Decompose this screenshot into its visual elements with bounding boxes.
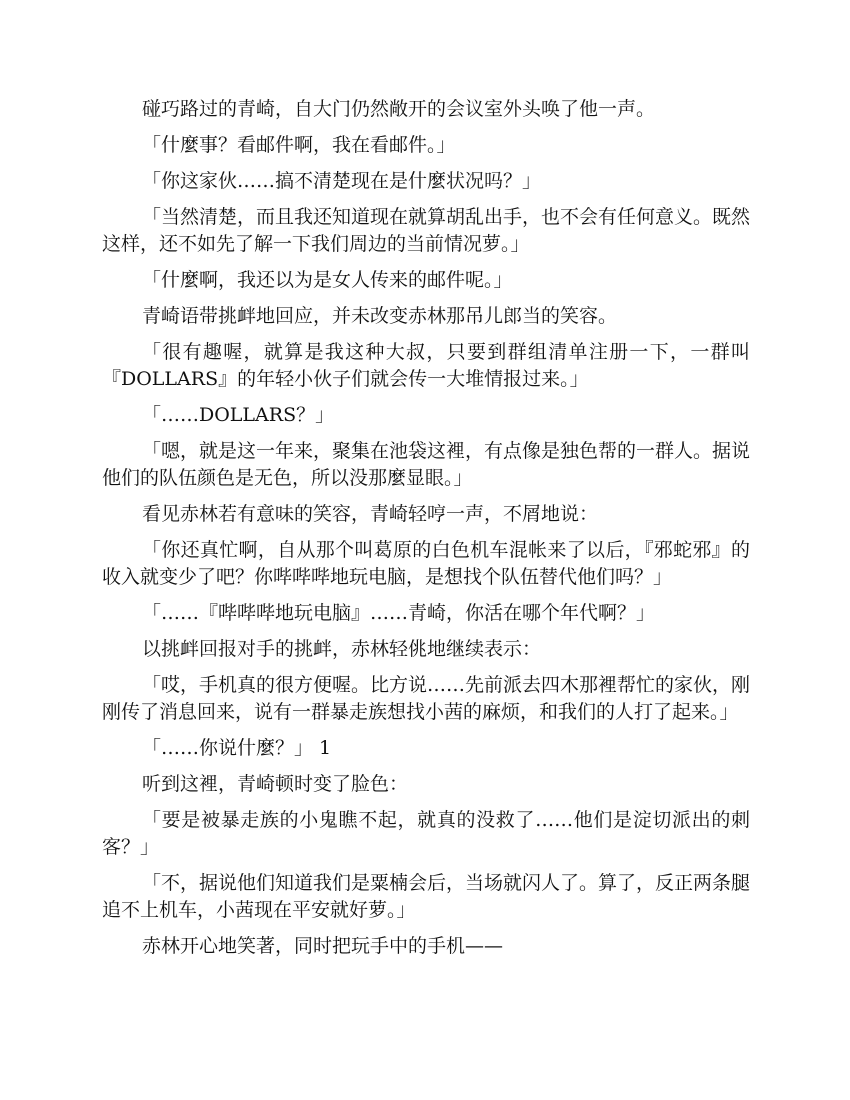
- paragraph: 赤林开心地笑著，同时把玩手中的手机——: [142, 935, 504, 957]
- paragraph: 「……你说什麼？」 1: [142, 737, 332, 759]
- paragraph: 「要是被暴走族的小鬼瞧不起，就真的没救了……他们是淀切派出的刺客？」: [102, 809, 750, 858]
- paragraph: 「什麼啊，我还以为是女人传来的邮件呢。」: [142, 269, 513, 291]
- paragraph: 「……『哔哔哔地玩电脑』……青崎，你活在哪个年代啊？」: [142, 602, 656, 624]
- paragraph: 「很有趣喔，就算是我这种大叔，只要到群组清单注册一下，一群叫『DOLLARS』的年轻小伙子们就会传一大堆情报过来。」: [102, 341, 750, 390]
- paragraph: 听到这裡，青崎顿时变了脸色：: [142, 773, 409, 795]
- paragraph: 碰巧路过的青崎，自大门仍然敞开的会议室外头唤了他一声。: [142, 98, 656, 120]
- document-page: [102, 96, 750, 969]
- paragraph: 以挑衅回报对手的挑衅，赤林轻佻地继续表示：: [142, 638, 542, 660]
- paragraph: 「什麼事？看邮件啊，我在看邮件。」: [142, 134, 456, 156]
- paragraph: 「哎，手机真的很方便喔。比方说……先前派去四木那裡帮忙的家伙，刚刚传了消息回来，说有一群暴走族想找小茜的麻烦，和我们的人打了起来。」: [102, 674, 751, 723]
- paragraph: 看见赤林若有意味的笑容，青崎轻哼一声，不屑地说：: [142, 503, 599, 525]
- paragraph: 「你这家伙……搞不清楚现在是什麼状况吗？」: [142, 170, 542, 192]
- paragraph: 「你还真忙啊，自从那个叫葛原的白色机车混帐来了以后，『邪蛇邪』的收入就变少了吧？你哔哔哔地玩电脑，是想找个队伍替代他们吗？」: [102, 539, 750, 588]
- paragraph: 青崎语带挑衅地回应，并未改变赤林那吊儿郎当的笑容。: [142, 305, 618, 327]
- paragraph: 「嗯，就是这一年来，聚集在池袋这裡，有点像是独色帮的一群人。据说他们的队伍颜色是无色，所以没那麼显眼。」: [102, 440, 751, 489]
- paragraph: 「当然清楚，而且我还知道现在就算胡乱出手，也不会有任何意义。既然这样，还不如先了解一下我们周边的当前情况萝。」: [102, 206, 751, 255]
- paragraph: 「不，据说他们知道我们是粟楠会后，当场就闪人了。算了，反正两条腿追不上机车，小茜现在平安就好萝。」: [102, 872, 751, 921]
- paragraph: 「……DOLLARS？」: [142, 404, 335, 426]
